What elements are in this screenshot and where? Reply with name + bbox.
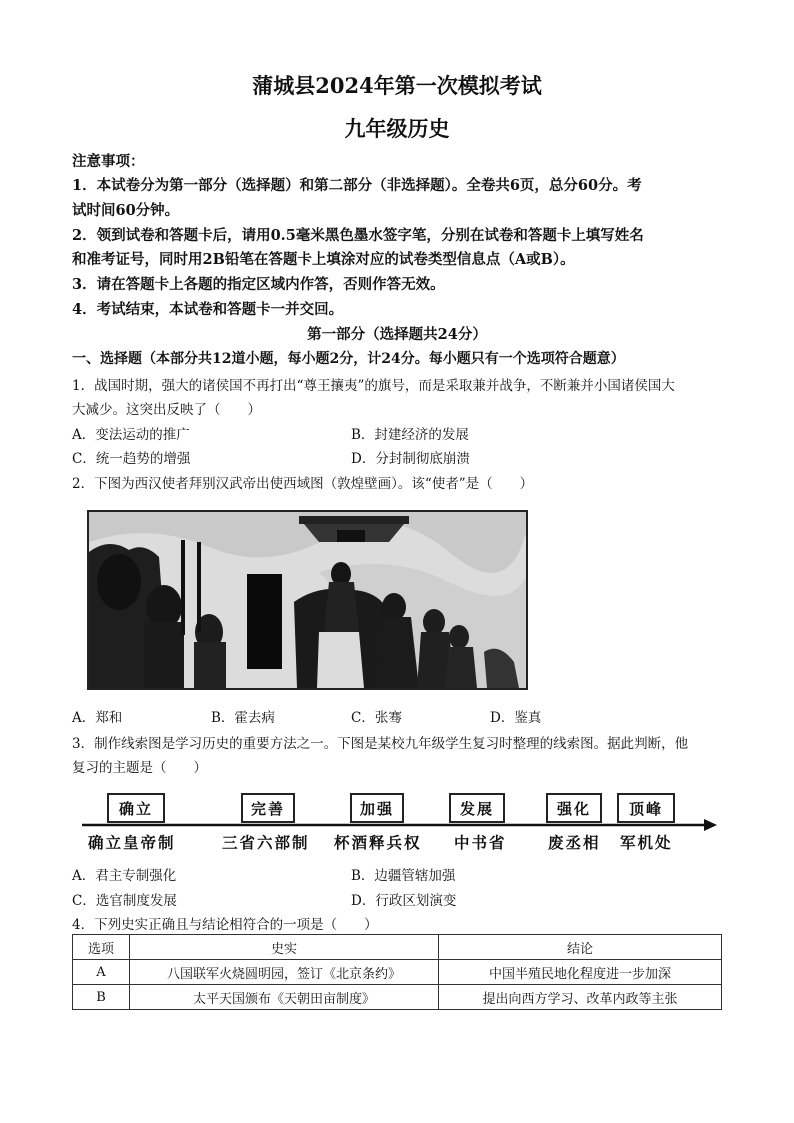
note-1-line-2: 试时间60分钟。	[72, 202, 180, 219]
table-cell: A	[73, 960, 130, 985]
q1-stem-line-2: 大减少。这突出反映了（ ）	[72, 402, 261, 418]
table-header-cell: 结论	[439, 935, 722, 960]
timeline-stage-box: 加强	[350, 793, 404, 823]
q1-option-d: D．分封制彻底崩溃	[351, 451, 470, 467]
timeline-stage-box: 顶峰	[617, 793, 675, 823]
note-2-line-1: 2．领到试卷和答题卡后，请用0.5毫米黑色墨水签字笔，分别在试卷和答题卡上填写姓名	[72, 227, 644, 244]
q1-option-b: B．封建经济的发展	[351, 427, 469, 443]
note-4: 4．考试结束，本试卷和答题卡一并交回。	[72, 301, 344, 318]
timeline-stage-box: 发展	[449, 793, 505, 823]
q2-option-b: B．霍去病	[211, 710, 275, 726]
exam-subtitle: 九年级历史	[344, 116, 450, 141]
timeline-label: 废丞相	[548, 833, 601, 852]
table-cell: 太平天国颁布《天朝田亩制度》	[130, 985, 439, 1010]
note-1-line-1: 1．本试卷分为第一部分（选择题）和第二部分（非选择题）。全卷共6页，总分60分。考	[72, 177, 642, 194]
q1-option-a: A．变法运动的推广	[72, 427, 190, 443]
q2-option-d: D．鉴真	[490, 710, 542, 726]
q3-stem-line-2: 复习的主题是（ ）	[72, 760, 207, 776]
exam-title: 蒲城县2024年第一次模拟考试	[252, 73, 542, 98]
timeline-stage-box: 强化	[546, 793, 602, 823]
q2-option-c: C．张骞	[351, 710, 402, 726]
timeline-label: 中书省	[454, 833, 507, 852]
table-header-row	[73, 935, 722, 960]
table-cell: 八国联军火烧圆明园，签订《北京条约》	[130, 960, 439, 985]
timeline-stage-box: 完善	[241, 793, 295, 823]
timeline-arrow	[80, 817, 720, 831]
q2-option-a: A．郑和	[72, 710, 123, 726]
q3-option-a: A．君主专制强化	[72, 868, 177, 884]
timeline-label: 杯酒释兵权	[334, 833, 422, 852]
q3-option-d: D．行政区划演变	[351, 893, 457, 909]
mural-illustration	[89, 512, 526, 688]
q1-option-c: C．统一趋势的增强	[72, 451, 191, 467]
table-header-cell: 史实	[130, 935, 439, 960]
table-header-cell: 选项	[73, 935, 130, 960]
part1-heading: 第一部分（选择题共24分）	[307, 326, 487, 343]
table-cell: 中国半殖民地化程度进一步加深	[439, 960, 722, 985]
table-row	[73, 960, 722, 985]
note-2-line-2: 和准考证号，同时用2B铅笔在答题卡上填涂对应的试卷类型信息点（A或B）。	[72, 251, 575, 268]
q3-stem-line-1: 3．制作线索图是学习历史的重要方法之一。下图是某校九年级学生复习时整理的线索图。据此判断，他	[72, 736, 689, 752]
table-cell: B	[73, 985, 130, 1010]
section-heading: 一、选择题（本部分共12道小题，每小题2分，计24分。每小题只有一个选项符合题意）	[72, 351, 625, 367]
timeline-label: 确立皇帝制	[88, 833, 176, 852]
timeline-stage-box: 确立	[107, 793, 165, 823]
q3-option-b: B．边疆管辖加强	[351, 868, 456, 884]
table-row	[73, 985, 722, 1010]
dunhuang-mural-image	[87, 510, 528, 690]
timeline-label: 三省六部制	[222, 833, 310, 852]
q3-option-c: C．选官制度发展	[72, 893, 177, 909]
notes-heading: 注意事项：	[72, 153, 145, 170]
q2-stem: 2．下图为西汉使者拜别汉武帝出使西域图（敦煌壁画）。该“使者”是（ ）	[72, 476, 534, 492]
q1-stem-line-1: 1．战国时期，强大的诸侯国不再打出“尊王攘夷”的旗号，而是采取兼并战争，不断兼并小国诸侯国大	[72, 378, 675, 394]
table-cell: 提出向西方学习、改革内政等主张	[439, 985, 722, 1010]
q4-stem: 4．下列史实正确且与结论相符合的一项是（ ）	[72, 917, 378, 933]
q4-table	[72, 934, 722, 1010]
timeline-label: 军机处	[620, 833, 673, 852]
note-3: 3．请在答题卡上各题的指定区域内作答，否则作答无效。	[72, 276, 445, 293]
